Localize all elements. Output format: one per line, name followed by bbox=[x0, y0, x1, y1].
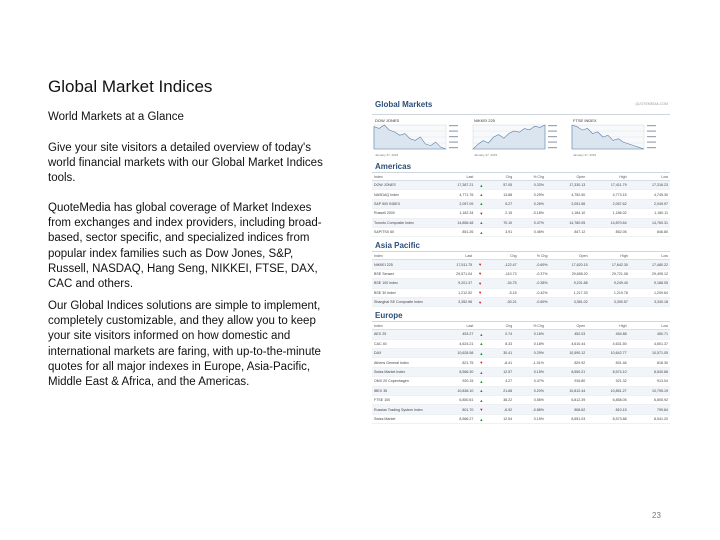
high-value: 29,721.08 bbox=[590, 269, 630, 278]
up-arrow-icon: ▲ bbox=[475, 377, 487, 386]
index-name: Toronto Composite Index bbox=[372, 218, 434, 227]
table-row[interactable] bbox=[372, 339, 670, 348]
open-value: 8,550.21 bbox=[546, 367, 587, 376]
open-value: 1,217.33 bbox=[550, 288, 590, 297]
axis-tick-label bbox=[548, 147, 557, 148]
last-value: 17,511.75 bbox=[434, 260, 474, 269]
percent-change: 0.26% bbox=[514, 199, 546, 208]
column-header: % Chg bbox=[514, 173, 546, 181]
column-header: Open bbox=[546, 322, 587, 330]
index-name: Swiss Market Index bbox=[372, 367, 434, 376]
index-name: CAC 40 bbox=[372, 339, 434, 348]
column-header: Chg bbox=[487, 322, 514, 330]
last-value: 1,212.52 bbox=[434, 288, 474, 297]
index-name: Russell 2000 bbox=[372, 209, 434, 218]
index-name: AEX 25 bbox=[372, 330, 434, 339]
index-name: NASDAQ Index bbox=[372, 190, 434, 199]
column-header: Index bbox=[372, 252, 434, 260]
chart-plot bbox=[372, 123, 465, 152]
open-value: 17,620.15 bbox=[550, 260, 590, 269]
column-header: Open bbox=[546, 173, 587, 181]
percent-change: 0.15% bbox=[514, 414, 546, 423]
last-value: 29,571.04 bbox=[434, 269, 474, 278]
column-header: Chg bbox=[487, 173, 514, 181]
down-arrow-icon: ▼ bbox=[474, 288, 486, 297]
open-value: 14,780.05 bbox=[546, 218, 587, 227]
axis-tick-label bbox=[647, 136, 656, 137]
high-value: 8,573.88 bbox=[587, 414, 628, 423]
chart-plot bbox=[471, 123, 564, 152]
high-value: 2,057.62 bbox=[587, 199, 628, 208]
column-header: Last bbox=[434, 173, 475, 181]
axis-tick-label bbox=[449, 147, 458, 148]
low-value: 8,541.20 bbox=[629, 414, 670, 423]
open-value: 829.92 bbox=[546, 358, 587, 367]
column-header: Low bbox=[629, 322, 670, 330]
widget-title: Global Markets bbox=[375, 100, 433, 109]
down-arrow-icon: ▼ bbox=[474, 279, 486, 288]
percent-change: -0.18% bbox=[514, 209, 546, 218]
axis-tick-label bbox=[449, 136, 458, 137]
index-chart[interactable] bbox=[570, 118, 663, 158]
change-value: -6.92 bbox=[487, 405, 514, 414]
low-value: 29,495.12 bbox=[630, 269, 670, 278]
index-name: OMX 20 Copenhagen bbox=[372, 377, 434, 386]
open-value: 3,381.02 bbox=[550, 297, 590, 306]
low-value: 3,340.18 bbox=[630, 297, 670, 306]
percent-change: -0.69% bbox=[519, 260, 550, 269]
table-row[interactable] bbox=[372, 209, 670, 218]
change-value: 3.91 bbox=[487, 227, 514, 236]
down-arrow-icon: ▼ bbox=[474, 297, 486, 306]
axis-tick-label bbox=[449, 142, 458, 143]
up-arrow-icon: ▲ bbox=[475, 199, 487, 208]
index-name: NIKKEI 225 bbox=[372, 260, 434, 269]
percent-change: -0.37% bbox=[519, 269, 550, 278]
low-value: 846.80 bbox=[629, 227, 670, 236]
open-value: 8,551.03 bbox=[546, 414, 587, 423]
up-arrow-icon: ▲ bbox=[475, 367, 487, 376]
section-title: Europe bbox=[372, 310, 670, 322]
index-name: Shanghai SE Composite Index bbox=[372, 297, 434, 306]
market-sections bbox=[372, 161, 670, 424]
high-value: 9,249.40 bbox=[590, 279, 630, 288]
open-value: 847.12 bbox=[546, 227, 587, 236]
percent-change: -0.89% bbox=[519, 297, 550, 306]
open-value: 6,812.39 bbox=[546, 396, 587, 405]
index-name: FTSE 100 bbox=[372, 396, 434, 405]
table-row[interactable] bbox=[372, 279, 670, 288]
low-value: 9,188.05 bbox=[630, 279, 670, 288]
open-value: 9,231.88 bbox=[550, 279, 590, 288]
percent-change: 0.33% bbox=[514, 181, 546, 190]
last-value: 4,771.76 bbox=[434, 190, 475, 199]
change-value: 30.41 bbox=[487, 349, 514, 358]
high-value: 8,574.10 bbox=[587, 367, 628, 376]
high-value: 1,219.78 bbox=[590, 288, 630, 297]
index-table bbox=[372, 322, 670, 424]
table-row[interactable] bbox=[372, 367, 670, 376]
column-header: Chg bbox=[486, 252, 519, 260]
table-row[interactable] bbox=[372, 227, 670, 236]
down-arrow-icon: ▼ bbox=[475, 405, 487, 414]
change-value: -110.73 bbox=[486, 269, 519, 278]
up-arrow-icon: ▲ bbox=[475, 330, 487, 339]
percent-change: 0.29% bbox=[514, 190, 546, 199]
percent-change: -0.86% bbox=[514, 405, 546, 414]
column-header: High bbox=[587, 173, 628, 181]
last-value: 17,387.21 bbox=[434, 181, 475, 190]
table-row[interactable] bbox=[372, 297, 670, 306]
percent-change: 0.16% bbox=[514, 330, 546, 339]
last-value: 920.15 bbox=[434, 377, 475, 386]
percent-change: -1.01% bbox=[514, 358, 546, 367]
last-value: 453.27 bbox=[434, 330, 475, 339]
index-name: S&P 500 INDEX bbox=[372, 199, 434, 208]
low-value: 2,049.97 bbox=[629, 199, 670, 208]
change-value: 5.27 bbox=[487, 199, 514, 208]
low-value: 1,209.64 bbox=[630, 288, 670, 297]
section-title: Asia Pacific bbox=[372, 240, 670, 252]
high-value: 921.32 bbox=[587, 377, 628, 386]
open-value: 10,590.12 bbox=[546, 349, 587, 358]
table-row[interactable] bbox=[372, 358, 670, 367]
column-header: % Chg bbox=[519, 252, 550, 260]
column-header: Open bbox=[550, 252, 590, 260]
change-value: 57.05 bbox=[487, 181, 514, 190]
axis-tick-label bbox=[548, 136, 557, 137]
column-header: Index bbox=[372, 173, 434, 181]
chart-plot bbox=[570, 123, 663, 152]
down-arrow-icon: ▼ bbox=[475, 209, 487, 218]
down-arrow-icon: ▼ bbox=[475, 358, 487, 367]
last-value: 851.26 bbox=[434, 227, 475, 236]
percent-change: -0.42% bbox=[519, 288, 550, 297]
high-value: 852.05 bbox=[587, 227, 628, 236]
change-value: 2.15 bbox=[487, 209, 514, 218]
change-value: 0.74 bbox=[487, 330, 514, 339]
chart-date: January 27, 2015 bbox=[375, 153, 399, 157]
powered-by-label: QUOTEMEDIA.COM bbox=[635, 102, 668, 106]
up-arrow-icon: ▲ bbox=[475, 227, 487, 236]
column-header: Index bbox=[372, 322, 434, 330]
open-value: 10,812.44 bbox=[546, 386, 587, 395]
column-header: Low bbox=[630, 252, 670, 260]
table-row[interactable] bbox=[372, 330, 670, 339]
index-name: BSE 100 Index bbox=[372, 279, 434, 288]
index-chart[interactable] bbox=[471, 118, 564, 158]
table-row[interactable] bbox=[372, 349, 670, 358]
up-arrow-icon: ▲ bbox=[475, 181, 487, 190]
market-section bbox=[372, 310, 670, 424]
low-value: 913.04 bbox=[629, 377, 670, 386]
last-value: 801.70 bbox=[434, 405, 475, 414]
up-arrow-icon: ▲ bbox=[475, 349, 487, 358]
axis-tick-label bbox=[548, 131, 557, 132]
column-header: % Chg bbox=[514, 322, 546, 330]
change-value: -5.15 bbox=[486, 288, 519, 297]
open-value: 4,610.44 bbox=[546, 339, 587, 348]
up-arrow-icon: ▲ bbox=[475, 386, 487, 395]
table-row[interactable] bbox=[372, 405, 670, 414]
table-row[interactable] bbox=[372, 218, 670, 227]
high-value: 6,858.05 bbox=[587, 396, 628, 405]
high-value: 17,411.79 bbox=[587, 181, 628, 190]
high-value: 1,186.02 bbox=[587, 209, 628, 218]
index-name: DOW JONES bbox=[372, 181, 434, 190]
table-row[interactable] bbox=[372, 414, 670, 423]
up-arrow-icon: ▲ bbox=[475, 339, 487, 348]
high-value: 4,631.50 bbox=[587, 339, 628, 348]
last-value: 10,628.58 bbox=[434, 349, 475, 358]
last-value: 8,566.27 bbox=[434, 414, 475, 423]
high-value: 4,773.15 bbox=[587, 190, 628, 199]
slide-subtitle: World Markets at a Glance bbox=[48, 111, 184, 123]
chart-index-name: FTSE INDEX bbox=[573, 118, 597, 123]
high-value: 831.46 bbox=[587, 358, 628, 367]
high-value: 14,870.64 bbox=[587, 218, 628, 227]
global-markets-widget bbox=[372, 100, 670, 424]
low-value: 10,571.05 bbox=[629, 349, 670, 358]
axis-tick-label bbox=[449, 131, 458, 132]
last-value: 10,836.10 bbox=[434, 386, 475, 395]
percent-change: 0.47% bbox=[514, 377, 546, 386]
change-value: 8.33 bbox=[487, 339, 514, 348]
up-arrow-icon: ▲ bbox=[475, 414, 487, 423]
last-value: 4,624.21 bbox=[434, 339, 475, 348]
up-arrow-icon: ▲ bbox=[475, 190, 487, 199]
table-row[interactable] bbox=[372, 377, 670, 386]
low-value: 450.71 bbox=[629, 330, 670, 339]
table-row[interactable] bbox=[372, 288, 670, 297]
index-name: IBEX 35 bbox=[372, 386, 434, 395]
open-value: 808.62 bbox=[546, 405, 587, 414]
axis-tick-label bbox=[449, 125, 458, 126]
index-name: BSE 30 Index bbox=[372, 288, 434, 297]
column-header: Last bbox=[434, 252, 474, 260]
change-value: -8.41 bbox=[487, 358, 514, 367]
low-value: 8,540.66 bbox=[629, 367, 670, 376]
table-row[interactable] bbox=[372, 260, 670, 269]
column-header: Low bbox=[629, 173, 670, 181]
low-value: 6,805.92 bbox=[629, 396, 670, 405]
axis-tick-label bbox=[647, 125, 656, 126]
widget-header bbox=[372, 100, 670, 115]
column-header bbox=[474, 252, 486, 260]
change-value: 38.22 bbox=[487, 396, 514, 405]
column-header: Last bbox=[434, 322, 475, 330]
low-value: 10,795.19 bbox=[629, 386, 670, 395]
percent-change: 0.20% bbox=[514, 386, 546, 395]
section-title: Americas bbox=[372, 161, 670, 173]
table-row[interactable] bbox=[372, 386, 670, 395]
column-header bbox=[475, 173, 487, 181]
index-table bbox=[372, 252, 670, 307]
table-row[interactable] bbox=[372, 269, 670, 278]
last-value: 8,566.30 bbox=[434, 367, 475, 376]
percent-change: 0.46% bbox=[514, 227, 546, 236]
open-value: 4,752.50 bbox=[546, 190, 587, 199]
percent-change: 0.18% bbox=[514, 339, 546, 348]
open-value: 1,184.10 bbox=[546, 209, 587, 218]
percent-change: 0.47% bbox=[514, 218, 546, 227]
chart-index-name: NIKKEI 225 bbox=[474, 118, 495, 123]
column-header: High bbox=[590, 252, 630, 260]
axis-tick-label bbox=[647, 147, 656, 148]
change-value: -34.75 bbox=[486, 279, 519, 288]
low-value: 1,180.11 bbox=[629, 209, 670, 218]
high-value: 3,390.57 bbox=[590, 297, 630, 306]
change-value: 13.88 bbox=[487, 190, 514, 199]
percent-change: 0.56% bbox=[514, 396, 546, 405]
low-value: 818.30 bbox=[629, 358, 670, 367]
index-name: BSE Sensex bbox=[372, 269, 434, 278]
axis-tick-label bbox=[548, 142, 557, 143]
last-value: 3,352.96 bbox=[434, 297, 474, 306]
change-value: -30.21 bbox=[486, 297, 519, 306]
page-number: 23 bbox=[652, 511, 661, 520]
down-arrow-icon: ▼ bbox=[474, 260, 486, 269]
high-value: 17,642.30 bbox=[590, 260, 630, 269]
open-value: 29,658.20 bbox=[550, 269, 590, 278]
change-value: -122.47 bbox=[486, 260, 519, 269]
chart-index-name: DOW JONES bbox=[375, 118, 400, 123]
up-arrow-icon: ▲ bbox=[475, 396, 487, 405]
change-value: 70.10 bbox=[487, 218, 514, 227]
table-row[interactable] bbox=[372, 190, 670, 199]
open-value: 452.03 bbox=[546, 330, 587, 339]
low-value: 14,760.31 bbox=[629, 218, 670, 227]
axis-tick-label bbox=[548, 125, 557, 126]
body-paragraph-3: Our Global Indices solutions are simple to implement, completely customizable, and they allow you to keep your site visitors informed on how domestic and international markets are faring, with up-to-the-minute quotes for all major indexes in Europe, Asia-Pacific, Middle East & Africa, and the Americas. bbox=[48, 300, 321, 389]
table-row[interactable] bbox=[372, 199, 670, 208]
market-section bbox=[372, 240, 670, 307]
high-value: 10,642.77 bbox=[587, 349, 628, 358]
market-section bbox=[372, 161, 670, 237]
slide-title: Global Market Indices bbox=[48, 77, 213, 96]
up-arrow-icon: ▲ bbox=[475, 218, 487, 227]
index-name: S&P/TSX 60 bbox=[372, 227, 434, 236]
change-value: 12.57 bbox=[487, 367, 514, 376]
table-row[interactable] bbox=[372, 181, 670, 190]
body-paragraph-2: QuoteMedia has global coverage of Market Indexes from exchanges and index providers, including broad-based, sector specific, and specialized indices from popular index families such as Dow Jones, S&P, Russell, NASDAQ, Hang Seng, NIKKEI, FTSE, DAX, CAC and others. bbox=[48, 202, 322, 291]
open-value: 17,330.13 bbox=[546, 181, 587, 190]
index-name: Swiss Market bbox=[372, 414, 434, 423]
last-value: 2,057.09 bbox=[434, 199, 475, 208]
chart-date: January 27, 2015 bbox=[573, 153, 597, 157]
change-value: 12.54 bbox=[487, 414, 514, 423]
axis-tick-label bbox=[647, 131, 656, 132]
body-paragraph-1: Give your site visitors a detailed overview of today's world financial markets with our Global Market Indices tools. bbox=[48, 142, 323, 185]
index-name: Athens General Index bbox=[372, 358, 434, 367]
change-value: 21.68 bbox=[487, 386, 514, 395]
index-table bbox=[372, 173, 670, 237]
high-value: 10,851.27 bbox=[587, 386, 628, 395]
change-value: 4.27 bbox=[487, 377, 514, 386]
last-value: 14,856.48 bbox=[434, 218, 475, 227]
down-arrow-icon: ▼ bbox=[474, 269, 486, 278]
percent-change: 0.15% bbox=[514, 367, 546, 376]
low-value: 17,480.22 bbox=[630, 260, 670, 269]
low-value: 4,601.37 bbox=[629, 339, 670, 348]
last-value: 1,182.34 bbox=[434, 209, 475, 218]
index-chart[interactable] bbox=[372, 118, 465, 158]
index-name: Russian Trading System Index bbox=[372, 405, 434, 414]
percent-change: 0.29% bbox=[514, 349, 546, 358]
open-value: 915.80 bbox=[546, 377, 587, 386]
last-value: 9,201.37 bbox=[434, 279, 474, 288]
high-value: 810.15 bbox=[587, 405, 628, 414]
open-value: 2,051.56 bbox=[546, 199, 587, 208]
last-value: 6,850.61 bbox=[434, 396, 475, 405]
chart-date: January 27, 2015 bbox=[474, 153, 498, 157]
column-header bbox=[475, 322, 487, 330]
column-header: High bbox=[587, 322, 628, 330]
high-value: 454.88 bbox=[587, 330, 628, 339]
low-value: 4,745.30 bbox=[629, 190, 670, 199]
index-charts bbox=[372, 118, 670, 158]
low-value: 799.84 bbox=[629, 405, 670, 414]
last-value: 821.75 bbox=[434, 358, 475, 367]
axis-tick-label bbox=[647, 142, 656, 143]
table-row[interactable] bbox=[372, 396, 670, 405]
percent-change: -0.38% bbox=[519, 279, 550, 288]
index-name: DAX bbox=[372, 349, 434, 358]
low-value: 17,316.23 bbox=[629, 181, 670, 190]
